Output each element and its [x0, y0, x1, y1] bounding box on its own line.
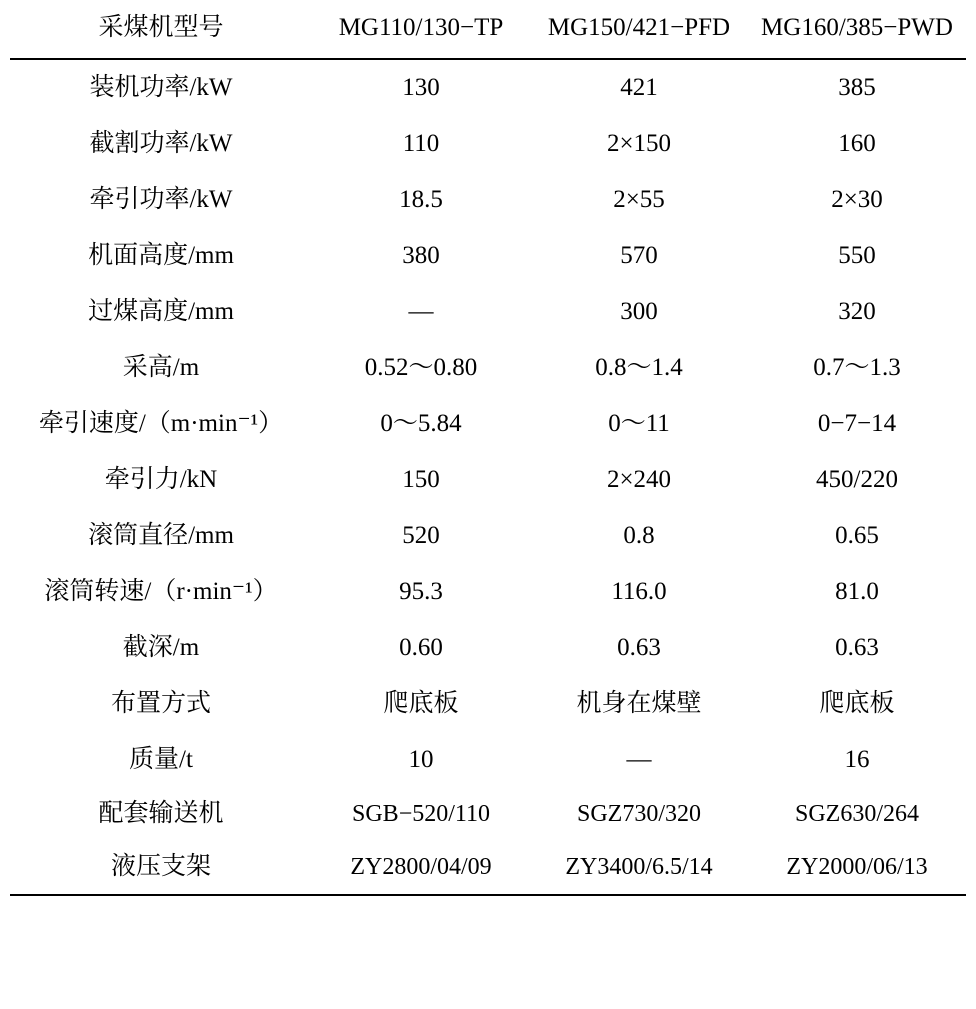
row-value-1: SGB−520/110 [352, 800, 490, 827]
table-row [10, 564, 966, 620]
row-value-3: 450/220 [816, 465, 898, 493]
row-label: 采高/m [122, 353, 200, 381]
row-value-1: 0.52～0.80 [364, 353, 478, 381]
header-cell-col1: MG110/130−TP [338, 14, 504, 41]
table-row [10, 59, 966, 116]
table-row [10, 116, 966, 172]
row-label: 牵引力/kN [104, 465, 218, 493]
row-value-1: 0～5.84 [380, 409, 462, 437]
row-value-3: 320 [838, 297, 876, 325]
table-row [10, 452, 966, 508]
table-body [10, 59, 966, 895]
row-value-3: 2×30 [831, 185, 883, 213]
row-label: 液压支架 [10, 841, 312, 895]
header-cell-col3: MG160/385−PWD [761, 14, 953, 41]
header-cell-label: 采煤机型号 [98, 14, 224, 41]
row-value-3: 550 [838, 241, 876, 269]
row-value-1: — [408, 297, 434, 325]
row-value-2: 570 [620, 241, 658, 269]
row-value-2: 机身在煤壁 [576, 689, 702, 717]
table-row [10, 788, 966, 841]
row-value-1: 110 [402, 129, 440, 157]
table-row [10, 172, 966, 228]
row-value-2: — [626, 745, 652, 773]
row-label: 装机功率/kW [10, 59, 312, 116]
row-value-1: ZY2800/04/09 [312, 841, 530, 895]
row-value-2: 421 [530, 59, 748, 116]
row-value-3: 0−7−14 [817, 409, 897, 437]
table-row [10, 508, 966, 564]
row-label: 截割功率/kW [89, 129, 233, 157]
table-row [10, 620, 966, 676]
row-label: 牵引速度/（m·min⁻¹） [38, 409, 284, 437]
row-label: 牵引功率/kW [89, 185, 233, 213]
header-cell-col2: MG150/421−PFD [547, 14, 731, 41]
table-header-row [10, 0, 966, 59]
row-value-2: 300 [620, 297, 658, 325]
table-header [10, 0, 966, 59]
row-label: 机面高度/mm [88, 241, 234, 269]
row-value-3: 0.7～1.3 [813, 353, 901, 381]
row-value-3: 385 [748, 59, 966, 116]
row-value-2: 0.8 [623, 521, 655, 549]
row-label: 滚筒转速/（r·min⁻¹） [44, 577, 278, 605]
row-value-2: 0～11 [608, 409, 670, 437]
row-value-2: 2×240 [606, 465, 672, 493]
row-value-2: 2×55 [613, 185, 665, 213]
shearer-spec-table [10, 0, 966, 896]
row-value-2: 0.8～1.4 [595, 353, 683, 381]
row-value-1: 爬底板 [383, 689, 459, 717]
table-row [10, 676, 966, 732]
row-label: 配套输送机 [98, 800, 224, 827]
row-value-2: 116.0 [611, 577, 667, 605]
row-value-1: 380 [402, 241, 440, 269]
row-label: 质量/t [129, 745, 193, 773]
row-value-1: 150 [402, 465, 440, 493]
row-value-3: SGZ630/264 [794, 800, 919, 827]
table-row [10, 228, 966, 284]
row-value-1: 130 [312, 59, 530, 116]
row-value-2: 0.63 [617, 633, 661, 661]
table-row [10, 340, 966, 396]
row-value-3: 爬底板 [819, 689, 895, 717]
row-value-1: 520 [402, 521, 440, 549]
table-row [10, 732, 966, 788]
row-label: 截深/m [122, 633, 200, 661]
row-value-3: 160 [838, 129, 876, 157]
row-value-1: 0.60 [399, 633, 443, 661]
table-row [10, 841, 966, 895]
row-value-3: 81.0 [835, 577, 879, 605]
row-value-3: 16 [844, 745, 870, 773]
row-label: 布置方式 [110, 689, 211, 717]
row-value-3: 0.65 [835, 521, 879, 549]
row-value-3: 0.63 [835, 633, 879, 661]
row-value-2: 2×150 [606, 129, 672, 157]
row-value-1: 18.5 [399, 185, 443, 213]
row-value-2: ZY3400/6.5/14 [530, 841, 748, 895]
row-value-3: ZY2000/06/13 [748, 841, 966, 895]
row-label: 过煤高度/mm [88, 297, 234, 325]
table-row [10, 396, 966, 452]
row-value-1: 10 [408, 745, 434, 773]
row-value-2: SGZ730/320 [576, 800, 701, 827]
table-row [10, 284, 966, 340]
row-label: 滚筒直径/mm [88, 521, 234, 549]
row-value-1: 95.3 [399, 577, 443, 605]
